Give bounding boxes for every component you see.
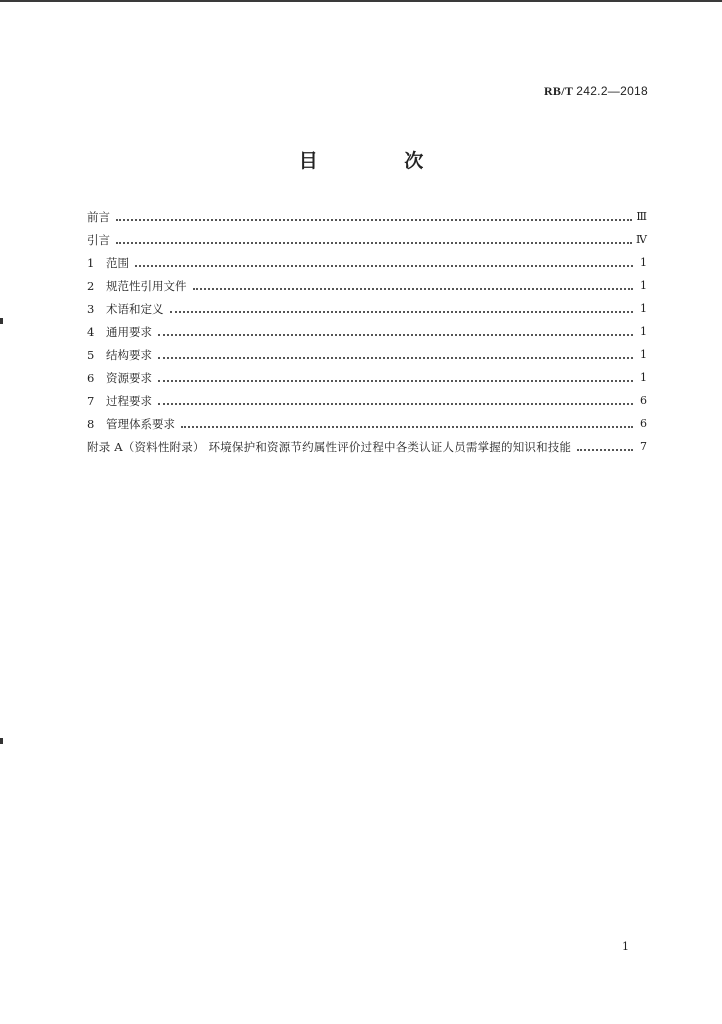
toc-entry-label: 前言: [87, 210, 110, 224]
toc-entry-scope[interactable]: [87, 247, 647, 270]
document-code-number: 242.2—2018: [576, 84, 648, 98]
toc-entry-resource-requirements[interactable]: [87, 362, 647, 385]
scan-mark: [0, 318, 3, 324]
scan-top-edge: [0, 0, 722, 2]
toc-leader-dots: [158, 403, 633, 405]
toc-leader-dots: [181, 426, 633, 428]
toc-leader-dots: [116, 242, 632, 244]
toc-leader-dots: [170, 311, 634, 313]
toc-leader-dots: [158, 334, 633, 336]
toc-entry-number: 7: [87, 394, 95, 408]
toc-entry-number: 6: [87, 371, 95, 385]
toc-entry-page: 6: [640, 394, 647, 407]
toc-leader-dots: [116, 219, 632, 221]
toc-entry-label: 通用要求: [106, 325, 152, 339]
toc-entry-label: 结构要求: [106, 348, 152, 362]
toc-entry-page: Ⅲ: [636, 210, 647, 223]
toc-entry-label: 附录 A（资料性附录） 环境保护和资源节约属性评价过程中各类认证人员需掌握的知识和技能: [87, 440, 572, 454]
toc-entry-label: 范围: [106, 256, 129, 270]
toc-entry-number: 1: [87, 256, 95, 270]
toc-entry-foreword[interactable]: [87, 201, 647, 224]
toc-entry-number: 2: [87, 279, 95, 293]
toc-entry-process-requirements[interactable]: [87, 385, 647, 408]
toc-entry-page: 6: [640, 417, 647, 430]
toc-entry-label: 规范性引用文件: [106, 279, 187, 293]
toc-entry-page: 7: [640, 440, 647, 453]
toc-entry-number: 5: [87, 348, 95, 362]
toc-entry-number: 3: [87, 302, 95, 316]
toc-entry-number: 4: [87, 325, 95, 339]
toc-entry-page: 1: [640, 325, 647, 338]
toc-entry-page: 1: [640, 371, 647, 384]
toc-entry-label: 过程要求: [106, 394, 152, 408]
toc-leader-dots: [158, 380, 633, 382]
toc-entry-number: 8: [87, 417, 95, 431]
toc-entry-normative-references[interactable]: [87, 270, 647, 293]
toc-entry-introduction[interactable]: [87, 224, 647, 247]
toc-entry-page: 1: [640, 302, 647, 315]
toc-leader-dots: [135, 265, 633, 267]
toc-title: 目 次: [298, 150, 464, 172]
toc-entry-page: 1: [640, 348, 647, 361]
toc-entry-management-system-requirements[interactable]: [87, 408, 647, 431]
scan-mark: [0, 738, 3, 744]
toc-entry-terms-definitions[interactable]: [87, 293, 647, 316]
toc-leader-dots: [577, 449, 633, 451]
table-of-contents: [87, 201, 647, 454]
toc-entry-page: 1: [640, 256, 647, 269]
toc-entry-label: 管理体系要求: [106, 417, 175, 431]
toc-entry-page: 1: [640, 279, 647, 292]
document-code: [544, 84, 648, 99]
toc-entry-label: 引言: [87, 233, 110, 247]
toc-entry-label: 资源要求: [106, 371, 152, 385]
toc-entry-page: Ⅳ: [636, 233, 647, 246]
toc-entry-label: 术语和定义: [106, 302, 164, 316]
toc-entry-appendix-a[interactable]: [87, 431, 647, 454]
page-number: 1: [622, 940, 629, 953]
toc-entry-general-requirements[interactable]: [87, 316, 647, 339]
toc-leader-dots: [193, 288, 634, 290]
toc-leader-dots: [158, 357, 633, 359]
document-code-prefix: RB/T: [543, 84, 573, 98]
toc-entry-structural-requirements[interactable]: [87, 339, 647, 362]
